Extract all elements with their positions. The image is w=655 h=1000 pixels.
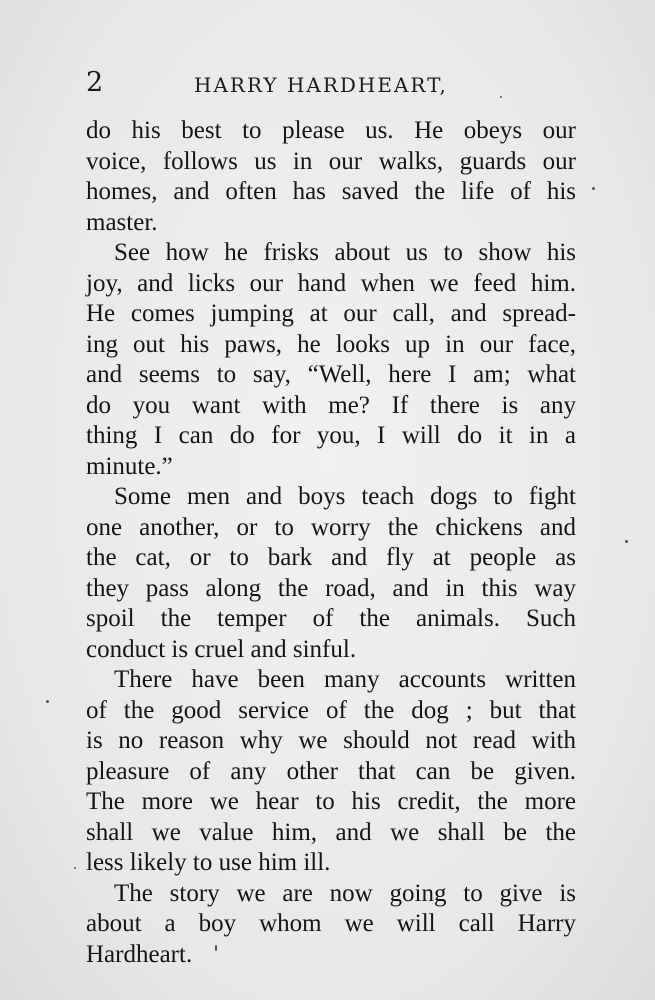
text-line: homes, and often has saved the life of his — [86, 178, 576, 205]
text-line: do his best to please us. He obeys our — [86, 117, 576, 144]
page-header — [86, 66, 576, 100]
text-line: of the good service of the dog ; but that — [86, 696, 576, 724]
text-line: master. — [86, 208, 158, 236]
text-line: about a boy whom we will call Harry — [86, 910, 576, 937]
paper-speck — [215, 945, 217, 951]
text-line: voice, follows us in our walks, guards our — [86, 147, 576, 175]
text-line: The more we hear to his credit, the more — [86, 788, 576, 815]
text-line: do you want with me? If there is any — [86, 391, 576, 419]
text-line: Hardheart. — [86, 940, 193, 968]
paper-speck — [592, 187, 595, 190]
paper-speck — [46, 700, 49, 703]
paper-speck — [74, 867, 76, 869]
paragraph-first-line: There have been many accounts written — [114, 666, 576, 693]
text-line: spoil the temper of the animals. Such — [86, 605, 576, 632]
text-line: He comes jumping at our call, and spread- — [86, 300, 576, 327]
text-line: pleasure of any other that can be given. — [86, 757, 576, 785]
text-line: and seems to say, “Well, here I am; what — [86, 361, 576, 388]
text-line: conduct is cruel and sinful. — [86, 635, 357, 663]
text-line: they pass along the road, and in this way — [86, 574, 576, 602]
running-title: HARRY HARDHEART, — [194, 73, 448, 97]
body-text — [86, 116, 576, 970]
page-number: 2 — [86, 67, 104, 98]
paper-speck — [500, 96, 502, 98]
paragraph-first-line: The story we are now going to give is — [114, 879, 576, 907]
paragraph-first-line: See how he frisks about us to show his — [114, 239, 576, 266]
text-line: the cat, or to bark and fly at people as — [86, 544, 576, 571]
text-line: ing out his paws, he looks up in our face, — [86, 330, 576, 358]
text-line: less likely to use him ill. — [86, 849, 331, 876]
paper-speck — [625, 540, 628, 543]
paragraph-first-line: Some men and boys teach dogs to fight — [114, 483, 576, 510]
text-line: shall we value him, and we shall be the — [86, 818, 576, 846]
text-line: joy, and licks our hand when we feed him. — [86, 269, 576, 297]
text-line: thing I can do for you, I will do it in a — [86, 422, 576, 449]
text-line: is no reason why we should not read with — [86, 727, 576, 754]
text-line: one another, or to worry the chickens and — [86, 513, 576, 541]
text-line: minute.” — [86, 452, 173, 480]
